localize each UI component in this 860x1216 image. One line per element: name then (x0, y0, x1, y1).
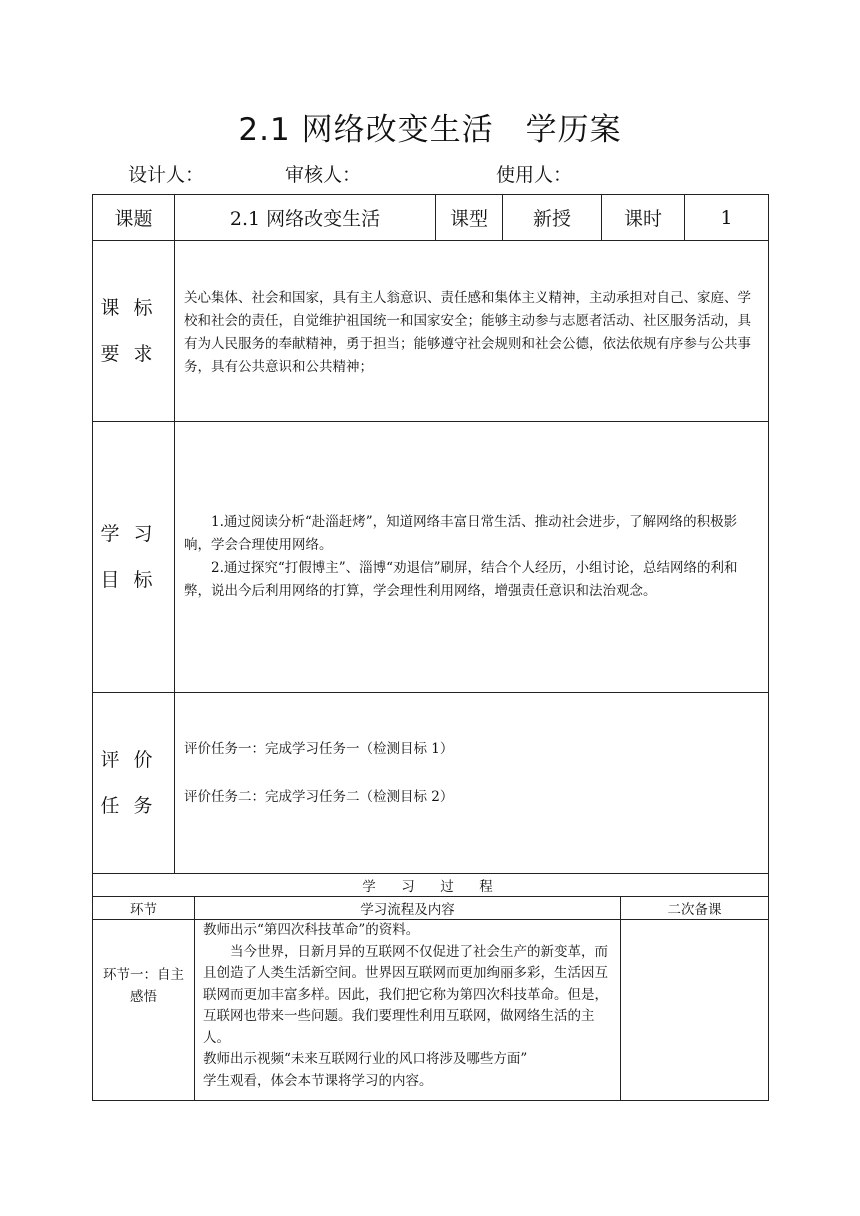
evaluation-label-line2: 任务 (100, 795, 167, 817)
content-line-1: 教师出示“第四次科技革命”的资料。 (203, 922, 420, 938)
content-line-2: 教师出示视频“未来互联网行业的风口将涉及哪些方面” (203, 1051, 528, 1067)
page-title: 2.1 网络改变生活 学历案 (238, 112, 622, 148)
designer-label: 设计人： (128, 164, 205, 186)
user-label: 使用人： (496, 164, 573, 186)
hours-label: 课时 (602, 195, 685, 241)
standard-label-line2: 要求 (100, 343, 167, 365)
evaluation-task-1: 评价任务一：完成学习任务一（检测目标 1） (184, 741, 454, 757)
lesson-info-table (92, 194, 769, 874)
goal-item-1: 1.通过阅读分析“赴淄赶烤”，知道网络丰富日常生活、推动社会进步，了解网络的积极影响，学会合理使用网络。 (184, 514, 738, 553)
evaluation-cell (175, 693, 769, 874)
goal-item-2: 2.通过探究“打假博主”、淄博“劝退信”刷屏，结合个人经历，小组讨论，总结网络的利和弊，说出今后利用网络的打算，学会理性利用网络，增强责任意识和法治观念。 (184, 560, 738, 599)
process-heading: 学 习 过 程 (93, 874, 769, 897)
stage-1-notes[interactable] (621, 920, 769, 1101)
evaluation-label (93, 693, 175, 874)
goals-cell (175, 422, 769, 693)
hours-value: 1 (685, 195, 769, 241)
col-stage-header: 环节 (93, 897, 195, 920)
standard-label (93, 241, 175, 422)
topic-value: 2.1 网络改变生活 (175, 195, 436, 241)
goals-label-line2: 目标 (100, 569, 167, 591)
content-paragraph: 当今世界，日新月异的互联网不仅促进了社会生产的新变革，而且创造了人类生活新空间。世界因互联网而更加绚丽多彩，生活因互联网而更加丰富多样。因此，我们把它称为第四次科技革命。但是，互联网也带来一些问题。我们要理性利用互联网，做网络生活的主人。 (203, 943, 608, 1046)
col-notes-header: 二次备课 (621, 897, 769, 920)
stage-1-content (195, 920, 621, 1101)
goals-label (93, 422, 175, 693)
standard-label-line1: 课标 (100, 297, 167, 319)
standard-text: 关心集体、社会和国家，具有主人翁意识、责任感和集体主义精神，主动承担对自己、家庭、学校和社会的责任，自觉维护祖国统一和国家安全；能够主动参与志愿者活动、社区服务活动，具有为人民服务的奉献精神，勇于担当；能够遵守社会规则和社会公德，依法依规有序参与公共事务，具有公共意识和公共精神； (175, 241, 769, 422)
evaluation-label-line1: 评价 (100, 749, 167, 771)
topic-label: 课题 (93, 195, 175, 241)
type-value: 新授 (503, 195, 602, 241)
stage-1-label: 环节一：自主感悟 (93, 920, 195, 1101)
content-line-3: 学生观看，体会本节课将学习的内容。 (203, 1072, 433, 1089)
process-table (92, 873, 769, 1101)
reviewer-label: 审核人： (285, 164, 362, 186)
col-content-header: 学习流程及内容 (195, 897, 621, 920)
goals-label-line1: 学习 (100, 523, 167, 545)
evaluation-task-2: 评价任务二：完成学习任务二（检测目标 2） (184, 789, 454, 805)
type-label: 课型 (436, 195, 503, 241)
